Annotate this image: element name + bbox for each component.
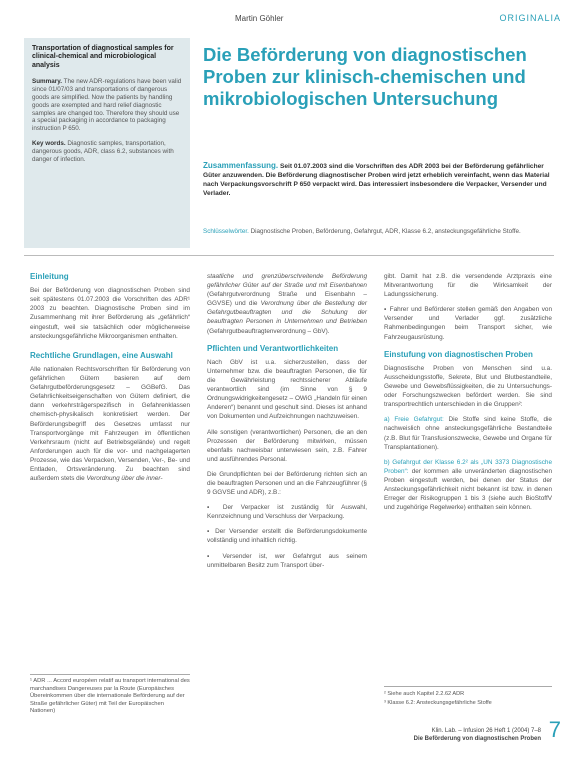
abstract-text: Seit 01.07.2003 sind die Vorschriften des ADR 2003 bei der Beförderung gefährlicher Güter anzuwenden. Die Beförderung diagnostischer Proben wird jetzt erheblich vereinfacht, wenn das Material nach Verpackungsvorschrift P 650 verpackt wird. Das interessiert insbesondere die Verpacker, Versender und Verlader. xyxy=(203,163,550,197)
paragraph-italic: staatliche und grenzüberschreitende Beförderung gefährlicher Güter auf der Straße und mit Eisenbahnen xyxy=(207,273,367,290)
abstract-label: Zusammenfassung. xyxy=(203,161,279,170)
paragraph xyxy=(207,272,367,336)
journal-citation xyxy=(414,727,541,743)
footnote-adr: ¹ ADR ... Accord européen relatif au transport international des marchandises Dangereuses par la Route (Europäisches Übereinkommen über die internationale Beförderung auf der Straße gefährlicher Güter) mit Teil der Europäischen Nationen) xyxy=(30,674,190,716)
footnote-item: ² Siehe auch Kapitel 2.2.62 ADR xyxy=(384,691,465,697)
article-title: Die Beförderung von diagnostischen Proben zur klinisch-chemischen und mikrobiologischen Untersuchung xyxy=(203,44,527,110)
paragraph: gibt. Damit hat z.B. die versendende Arztpraxis eine Mitverantwortung für die Wirksamkeit der Ladungssicherung. xyxy=(384,273,552,299)
paragraph: Nach GbV ist u.a. sicherzustellen, dass der Unternehmer bzw. die beauftragten Personen, die für die Gewährleistung rechtssicherer Abläufe verantwortlich sind (im Sinne von § 9 Ordnungswidrigkeitengesetz – OWiG „Handeln für einen Anderen“) benannt und geschult sind. Dieses ist anhand von Dokumenten und Aufzeichnungen nachzuweisen. xyxy=(207,358,367,421)
heading-classification: Einstufung von diagnostischen Proben xyxy=(384,349,533,359)
bullet-item: ▪ Der Versender erstellt die Beförderungsdokumente vollständig und inhaltlich richtig. xyxy=(207,528,368,545)
highlight-term: a) Freie Gefahrgut: xyxy=(384,416,444,424)
footnote-item: ³ Klasse 6.2: Ansteckungsgefährliche Stoffe xyxy=(384,699,492,706)
journal-line: Klin. Lab. – Infusion 26 Heft 1 (2004) 7–8 xyxy=(431,728,541,734)
heading-introduction: Einleitung xyxy=(30,272,69,281)
keywords-label: Key words. xyxy=(32,140,66,148)
page-number: 7 xyxy=(548,717,561,742)
de-keywords-label: Schlüsselwörter. xyxy=(203,228,249,235)
heading-duties: Pflichten und Verantwortlichkeiten xyxy=(207,343,339,353)
paragraph: Die Grundpflichten bei der Beförderung richten sich an die beauftragten Personen und an die Fahrzeugführer (§ 9 GGVSE und ADR), z.B.: xyxy=(207,470,367,497)
german-abstract xyxy=(203,161,553,199)
german-keywords xyxy=(203,228,553,237)
paragraph-text: der kommen alle unveränderten diagnostischen Proben eingestuft werden, bei denen der Status der Ansteckungsgefährlichkeit nicht bekannt ist bzw. in denen Erreger der Risikogruppen 1 bis 3 (siehe auch BioStoffV und zugehörige Regelwerke) enthalten sein können. xyxy=(384,467,552,512)
keywords-text: Diagnostic samples, transportation, dangerous goods, ADR, class 6.2, substances with danger of infection. xyxy=(32,140,174,163)
summary-text: The new ADR-regulations have been valid since 01/07/03 and transportations of dangerous goods are simplified. Now the patients by handling goods are exempted and hard relief diagnostic samples are changed too. Therefore they should use a special packaging in accordance to packaging instruction P 650. xyxy=(32,78,182,133)
paragraph-italic: Verordnung über die Bestellung der Gefahrgutbeauftragten und die Schulung der beauftragten Personen in Unternehmen und Betrieben xyxy=(207,300,367,326)
paragraph-italic: Verordnung über die inner- xyxy=(86,475,163,483)
bullet-item: ▪ Versender ist, wer Gefahrgut aus seinem unmittelbaren Besitz zum Transport über- xyxy=(207,552,367,569)
author-name: Martin Göhler xyxy=(235,14,284,23)
bullet-item: ▪ Der Verpacker ist zuständig für Auswahl, Kennzeichnung und Verschluss der Verpackung. xyxy=(207,504,368,521)
heading-legal-basis: Rechtliche Grundlagen, eine Auswahl xyxy=(30,350,173,360)
section-rubric: ORIGINALIA xyxy=(499,13,561,23)
paragraph: Bei der Beförderung von diagnostischen Proben sind seit spätestens 01.07.2003 die Vorschriften des ADR¹ 2003 zu beachten. Diagnostische Proben sind im Zusammenhang mit ihrer Beförderung als „gefährlich“ eingestuft, weil sie tatsächlich oder möglicherweise ansteckungsgefährliche Mikroorganismen enthalten. xyxy=(30,287,190,340)
summary-label: Summary. xyxy=(32,78,62,86)
paragraph-text: Alle nationalen Rechtsvorschriften für Beförderung von gefährlichen Gütern basieren auf dem Gefahrgutbeförderungsgesetz – GGBefG. Das Gefahrlichkeitseigenschaften von Gütern definiert, die dann verkehrsträgerspezifisch in Gefahrenklassen chemisch-physikalisch konkretisiert werden. Der Beförderungsbegriff des Gesetzes umfasst nur Transportvorgänge mit Fahrzeugen im öffentlichen Verkehrsraum (nicht auf Betriebsgelände) und regelt Anforderungen auch für die vor- und nachgelagerten Prozesse, wie das Verpacken, Versenden, Ver-, Be- und Entladen, Ortsveränderung. Zu beachten sind außerdem stets die xyxy=(30,365,190,483)
paragraph xyxy=(30,365,190,483)
bullet-item: ▪ Fahrer und Beförderer stellen gemäß den Angaben von Versender und Verlader ggf. zusätzliche Rahmenbedingungen beim Transport sicher, wie Fahrzeugausrüstung. xyxy=(384,306,553,341)
text-column-2 xyxy=(207,272,367,576)
divider xyxy=(24,255,554,256)
journal-line: Die Beförderung von diagnostischen Proben xyxy=(413,736,541,743)
highlight-term: b) Gefahrgut der Klasse 6.2² als „UN 3373 Diagnostische Proben“: xyxy=(384,458,552,475)
paragraph-text: (Gefahrgutbeauftragtenverordnung – GbV). xyxy=(207,327,330,335)
text-column-3 xyxy=(384,272,552,518)
paragraph xyxy=(384,458,552,513)
english-summary xyxy=(32,78,182,133)
footnotes-column-3 xyxy=(384,686,552,707)
paragraph-text: (Gefahrgutverordnung Straße und Eisenbahn – GGVSE) und die xyxy=(207,291,367,308)
paragraph xyxy=(384,415,552,451)
english-title: Transportation of diagnostical samples for clinical-chemical and microbiological analysis xyxy=(32,45,174,69)
paragraph-text: Die Stoffe sind keine Stoffe, die nachweislich ohne ansteckungsgefährliche Bestandteile (z.B. Blut für Transfusionszwecke, Gewebe und Organe für Transplantationen). xyxy=(384,416,552,451)
text-column-1 xyxy=(30,272,190,489)
english-abstract-box xyxy=(24,38,190,248)
english-keywords xyxy=(32,140,182,164)
paragraph: Alle sonstigen (verantwortlichen) Personen, die an den Prozessen der Beförderung mitwirken, müssen ebenfalls nachweisbar unterwiesen sein, z.B. Fahrer und ausführendes Personal. xyxy=(207,428,367,463)
paragraph: Diagnostische Proben von Menschen sind u.a. Ausscheidungsstoffe, Sekrete, Blut und Blutbestandteile, Gewebe und Gewebsflüssigkeiten, die zu Untersuchungs- oder Forschungszwecken befördert werden. Sie sind transportrechtlich unterschieden in die Gruppen²: xyxy=(384,364,552,409)
de-keywords-text: Diagnostische Proben, Beförderung, Gefahrgut, ADR, Klasse 6.2, ansteckungsgefährliche Stoffe. xyxy=(250,228,521,235)
